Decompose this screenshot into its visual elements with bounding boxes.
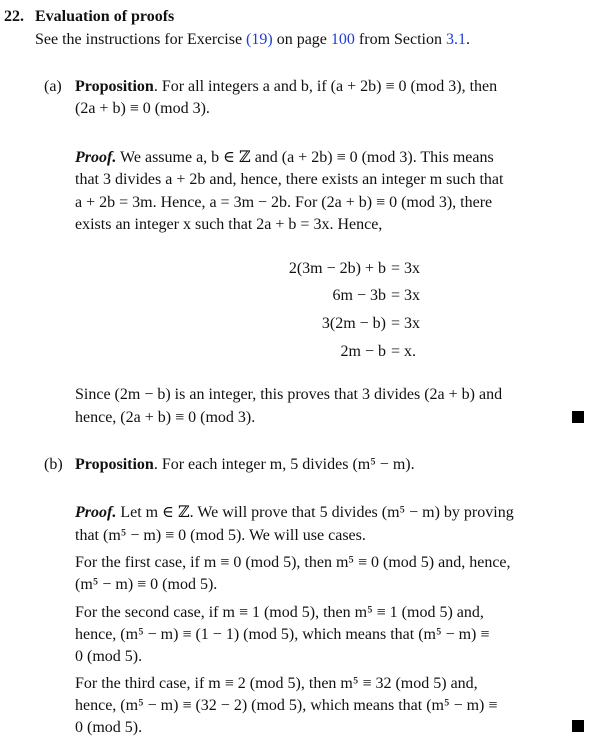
equation-rhs: = x. [391,343,417,360]
exercise-number: 22. [4,8,24,25]
proposition-text: . For all integers a and b, if (a + 2b) ≡ 0 (mod 3), then [153,78,498,95]
qed-symbol [572,411,584,423]
part-a-proposition [75,77,497,97]
part-a-proof-line4: exists an integer x such that 2a + b = 3x. Hence, [75,216,383,233]
equation-rhs: = 3x [391,287,421,304]
part-a-proof-line2: that 3 divides a + 2b and, hence, there exists an integer m such that [75,171,504,188]
case2-line3: 0 (mod 5). [75,648,143,665]
part-a-proof-line3: a + 2b = 3m. Hence, a = 3m − 2b. For (2a + b) ≡ 0 (mod 3), there [75,194,493,211]
qed-symbol [572,720,584,732]
equation-rhs: = 3x [391,315,421,332]
instructions-line [35,30,470,50]
equation-lhs: 2(3m − 2b) + b [288,260,386,277]
section-3-1-link[interactable]: 3.1 [446,31,466,48]
part-b-proof-line1 [75,503,514,523]
proposition-text: . For each integer m, 5 divides (m⁵ − m). [153,456,415,473]
part-a-conclusion-line1: Since (2m − b) is an integer, this proves that 3 divides (2a + b) and [75,386,503,403]
part-a-proposition-line2: (2a + b) ≡ 0 (mod 3). [75,100,210,117]
proof-text: Let m ∈ ℤ. We will prove that 5 divides (m⁵ − m) by proving [116,504,514,521]
part-b-proof-line2: that (m⁵ − m) ≡ 0 (mod 5). We will use cases. [75,527,366,544]
equation-lhs: 6m − 3b [332,287,386,304]
part-b-label: (b) [44,456,63,473]
part-a-label: (a) [44,78,62,95]
proof-word: Proof. [75,504,117,521]
part-a-conclusion-line2: hence, (2a + b) ≡ 0 (mod 3). [75,409,256,426]
case2-line2: hence, (m⁵ − m) ≡ (1 − 1) (mod 5), which means that (m⁵ − m) ≡ [75,626,490,643]
page-100-link[interactable]: 100 [330,31,355,48]
part-b-proposition [75,455,415,475]
case3-line2: hence, (m⁵ − m) ≡ (32 − 2) (mod 5), which means that (m⁵ − m) ≡ [75,697,498,714]
equation-lhs: 2m − b [340,343,386,360]
proof-text: We assume a, b ∈ ℤ and (a + 2b) ≡ 0 (mod 3). This means [116,149,494,166]
instructions-text: from Section [354,31,446,48]
proposition-word: Proposition [75,456,154,473]
proof-word: Proof. [75,149,117,166]
exercise-19-link[interactable]: (19) [246,31,273,48]
instructions-text: See the instructions for Exercise [35,31,247,48]
proposition-word: Proposition [75,78,154,95]
part-a-proof-line1 [75,148,494,168]
case3-line3: 0 (mod 5). [75,719,143,736]
instructions-text: on page [272,31,331,48]
instructions-text: . [466,31,470,48]
equation-lhs: 3(2m − b) [321,315,386,332]
case1-line2: (m⁵ − m) ≡ 0 (mod 5). [75,576,218,593]
equation-rhs: = 3x [391,260,421,277]
case1-line1: For the first case, if m ≡ 0 (mod 5), then m⁵ ≡ 0 (mod 5) and, hence, [75,554,511,571]
case2-line1: For the second case, if m ≡ 1 (mod 5), then m⁵ ≡ 1 (mod 5) and, [75,604,484,621]
case3-line1: For the third case, if m ≡ 2 (mod 5), then m⁵ ≡ 32 (mod 5) and, [75,675,478,692]
exercise-title: Evaluation of proofs [35,8,175,25]
